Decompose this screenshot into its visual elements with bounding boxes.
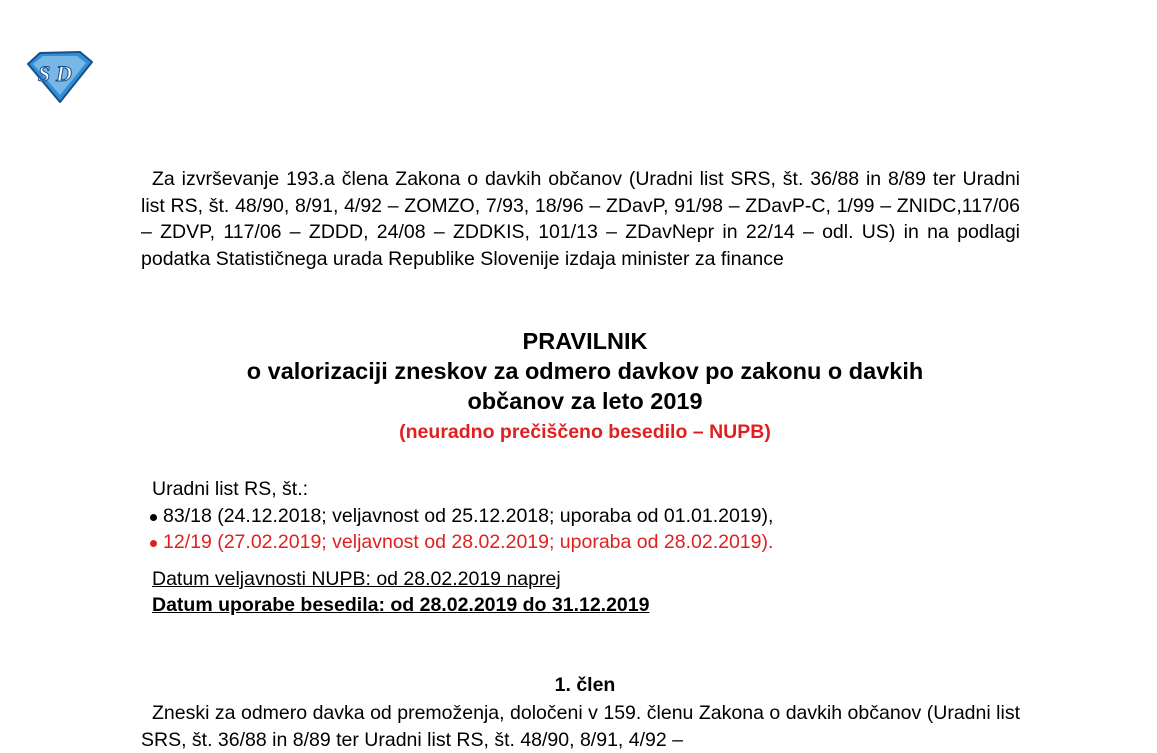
document-subtitle-line-1: o valorizaciji zneskov za odmero davkov po zakonu o davkih xyxy=(246,358,924,384)
gazette-item-text: 12/19 (27.02.2019; veljavnost od 28.02.2019; uporaba od 28.02.2019). xyxy=(163,531,774,553)
document-subtitle-line-2: občanov za leto 2019 xyxy=(467,388,703,414)
article-1-title: 1. člen xyxy=(554,674,616,696)
validity-dates xyxy=(152,566,649,618)
svg-text:S: S xyxy=(38,61,51,86)
gazette-references xyxy=(152,476,1012,556)
sd-logo-icon xyxy=(20,48,96,104)
intro-paragraph: Za izvrševanje 193.a člena Zakona o davkih občanov (Uradni list SRS, št. 36/88 in 8/89 ter Uradni list RS, št. 48/90, 8/91, 4/92 – ZOMZO, 7/93, 18/96 – ZDavP, 91/98 – ZDavP-C, 1/99 – ZNIDC,117/06 – ZDVP, 117/06 – ZDDD, 24/08 – ZDDKIS, 101/13 – ZDavNepr in 22/14 – odl. US) in na podlagi podatka Statističnega urada Republike Slovenije izdaja minister za finance xyxy=(141,168,1020,270)
usage-date: Datum uporabe besedila: od 28.02.2019 do 31.12.2019 xyxy=(152,594,650,616)
document-title: PRAVILNIK xyxy=(522,328,648,354)
article-1-text: Zneski za odmero davka od premoženja, določeni v 159. členu Zakona o davkih občanov (Uradni list SRS, št. 36/88 in 8/89 ter Uradni list RS, št. 48/90, 8/91, 4/92 – xyxy=(141,702,1020,751)
bullet-icon xyxy=(150,540,157,547)
svg-text:D: D xyxy=(56,61,72,86)
validity-date: Datum veljavnosti NUPB: od 28.02.2019 naprej xyxy=(152,568,561,590)
gazette-item xyxy=(150,503,1012,530)
bullet-icon xyxy=(150,514,157,521)
gazette-item-amended xyxy=(150,529,1012,556)
gazette-item-text: 83/18 (24.12.2018; veljavnost od 25.12.2018; uporaba od 01.01.2019), xyxy=(163,504,774,527)
gazette-heading: Uradni list RS, št.: xyxy=(152,478,309,500)
document-title-block xyxy=(141,326,1029,445)
unofficial-consolidated-note: (neuradno prečiščeno besedilo – NUPB) xyxy=(399,421,771,443)
